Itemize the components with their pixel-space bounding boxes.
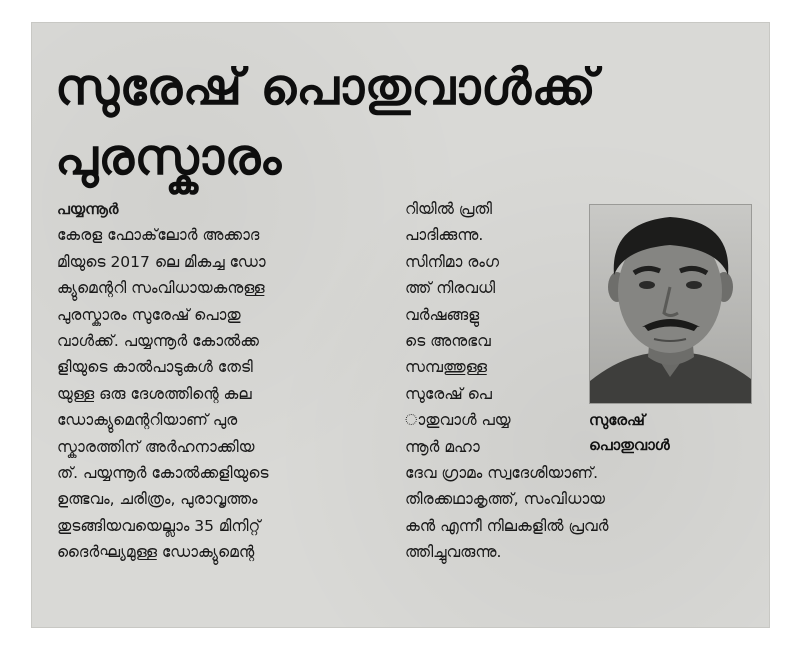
caption-line-1: സുരേഷ്	[589, 411, 645, 429]
body-line: സമ്പത്തുള്ള	[405, 358, 487, 377]
body-line: വാൾക്ക്. പയ്യന്നൂർ കോൽക്ക	[57, 332, 259, 351]
body-line: പുരസ്കാരം സുരേഷ് പൊതു	[57, 305, 241, 324]
body-line: ാതുവാൾ പയ്യ	[405, 411, 511, 430]
body-line: കൻ എന്നീ നിലകളിൽ പ്രവർ	[405, 516, 609, 535]
body-line: ടെ അനുഭവ	[405, 332, 491, 351]
article-column-left	[57, 196, 407, 566]
photo-caption	[589, 408, 759, 458]
body-line: കേരള ഫോക്‌ലോർ അക്കാദ	[57, 226, 260, 245]
body-line: ഉത്ഭവം, ചരിത്രം, പുരാവൃത്തം	[57, 490, 258, 509]
headline-line-1: സുരേഷ് പൊതുവാൾക്ക്	[55, 58, 597, 116]
body-line: മിയുടെ 2017 ലെ മികച്ച ഡോ	[57, 252, 266, 271]
body-line: ക്യുമെന്ററി സംവിധായകനുള്ള	[57, 279, 265, 298]
body-line: തുടങ്ങിയവയെല്ലാം 35 മിനിറ്റ്	[57, 516, 261, 535]
caption-line-2: പൊതുവാൾ	[589, 436, 670, 454]
dateline: പയ്യന്നൂർ	[57, 200, 119, 218]
body-line: പാദിക്കുന്നു.	[405, 226, 484, 245]
body-line: ദേവ ഗ്രാമം സ്വദേശിയാണ്.	[405, 464, 599, 483]
body-line: ന്നൂർ മഹാ	[405, 437, 480, 456]
body-line: വർഷങ്ങളു	[405, 305, 480, 324]
body-line: ത്ത് നിരവധി	[405, 279, 496, 298]
body-line: സുരേഷ് പെ	[405, 384, 492, 403]
body-line: ഡോക്യുമെന്ററിയാണ് പുര	[57, 411, 238, 430]
body-line: ളിയുടെ കാൽപാടുകൾ തേടി	[57, 358, 253, 377]
body-line: യുള്ള ഒരു ദേശത്തിന്റെ കല	[57, 384, 252, 403]
body-line: ത്തിച്ചുവരുന്നു.	[405, 543, 502, 562]
body-line: ത്. പയ്യന്നൂർ കോൽക്കളിയുടെ	[57, 464, 269, 483]
body-line: ദൈർഘ്യമുള്ള ഡോക്യുമെന്റ	[57, 543, 255, 562]
newspaper-clipping	[31, 22, 770, 628]
portrait-photo	[589, 204, 752, 404]
portrait-illustration	[590, 205, 751, 403]
headline-line-2: പുരസ്കാരം	[55, 128, 282, 186]
body-line: റിയിൽ പ്രതി	[405, 200, 492, 218]
body-line: തിരക്കഥാകൃത്ത്, സംവിധായ	[405, 490, 606, 509]
headline	[55, 52, 745, 192]
body-line: സ്കാരത്തിന് അർഹനാക്കിയ	[57, 437, 255, 456]
body-line: സിനിമാ രംഗ	[405, 252, 499, 271]
